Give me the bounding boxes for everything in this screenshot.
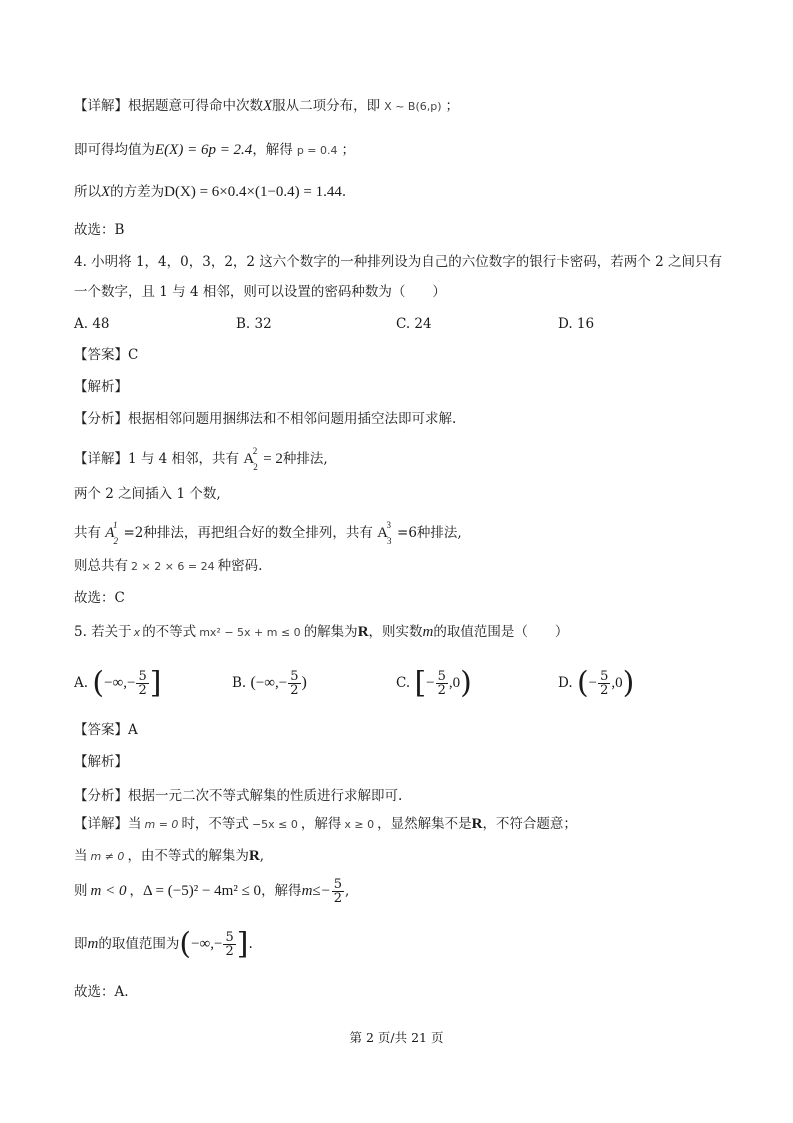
- denominator: 2: [290, 683, 299, 698]
- comma: ,: [345, 883, 350, 899]
- choose-b: 故选：B: [74, 222, 125, 238]
- q5-stem: [74, 622, 568, 643]
- var-x: X: [263, 98, 273, 114]
- denominator: 2: [225, 944, 234, 959]
- bracket: (: [179, 926, 192, 962]
- bracket: ]: [236, 926, 249, 962]
- text: 则: [74, 883, 88, 899]
- expectation-expr: E(X) = 6p = 2.4: [155, 142, 253, 158]
- text: ，解得: [300, 816, 342, 832]
- text: .: [341, 184, 347, 200]
- inequality: −5x ≤ 0: [251, 818, 298, 831]
- numerator: 5: [138, 669, 147, 684]
- detail-line-1: [74, 96, 459, 117]
- text: ，由不等式的解集为: [127, 848, 249, 864]
- var-x: x: [133, 626, 141, 639]
- arrangement-a21: $A_2^1$: [105, 520, 118, 546]
- numerator: 5: [437, 669, 446, 684]
- denominator: 2: [138, 683, 147, 698]
- choose-c: 故选：C: [74, 590, 125, 606]
- text: ，解得: [252, 142, 293, 158]
- q4-fenxi: 【分析】根据相邻问题用捆绑法和不相邻问题用插空法即可求解.: [74, 411, 457, 427]
- text: 时，不等式: [181, 816, 249, 832]
- q4-detail-4: [74, 556, 262, 577]
- text: 【详解】当: [74, 816, 142, 832]
- interval-end: ,0: [611, 675, 623, 691]
- option-label: C.: [396, 675, 411, 691]
- binomial-expr: X ~ B(6,p): [384, 100, 442, 113]
- option-label: D.: [558, 675, 573, 691]
- inequality: mx² − 5x + m ≤ 0: [199, 626, 301, 639]
- text: 即: [74, 936, 88, 952]
- bracket: ): [622, 665, 635, 701]
- q4-line-2: 一个数字，且 1 与 4 相邻，则可以设置的密码种数为（ ）: [74, 284, 446, 300]
- numerator: 5: [600, 669, 609, 684]
- interval-text: −∞,−: [104, 675, 136, 691]
- denominator: 2: [600, 683, 609, 698]
- q5-option-b: [232, 666, 307, 700]
- var-m: m: [87, 936, 99, 952]
- text: 的不等式: [142, 624, 197, 640]
- text: ；: [341, 142, 355, 158]
- bracket: ): [460, 665, 472, 701]
- fraction: [136, 670, 148, 697]
- detail-line-3: [74, 182, 346, 202]
- var-x: X: [101, 184, 111, 200]
- q4-option-c: C. 24: [396, 316, 432, 332]
- text: ；: [445, 98, 460, 114]
- interval-end: ,0: [448, 675, 461, 691]
- text: 即可得均值为: [74, 142, 155, 158]
- q4-analysis-tag: 【解析】: [74, 379, 128, 395]
- set-r: R: [248, 848, 260, 864]
- option-label: B.: [232, 675, 247, 691]
- text: 种密码.: [217, 558, 263, 574]
- arrangement-a33: $A_3^3$: [377, 520, 392, 546]
- m-negative: m < 0: [90, 883, 127, 899]
- text: ,: [259, 848, 265, 864]
- q5-detail-1: [74, 814, 577, 835]
- minus: −: [426, 675, 435, 691]
- choose-a: 故选：A.: [74, 984, 129, 1000]
- fraction: [598, 670, 610, 697]
- m-nonzero: m ≠ 0: [90, 850, 125, 863]
- q5-detail-3: [74, 874, 349, 908]
- text: 【详解】根据题意可得命中次数: [74, 98, 263, 114]
- interval-text: −∞,−: [255, 675, 288, 691]
- q5-fenxi: 【分析】根据一元二次不等式解集的性质进行求解即可.: [74, 788, 403, 804]
- text: =6种排法,: [397, 525, 462, 541]
- denominator: 2: [437, 683, 446, 698]
- variance-expr: D(X) = 6×0.4×(1−0.4) = 1.44: [164, 184, 342, 200]
- minus: −: [588, 675, 598, 691]
- q5-option-c: [396, 666, 472, 700]
- p-solution: p = 0.4: [296, 144, 338, 157]
- fraction: [332, 878, 344, 905]
- text: =2种排法，再把组合好的数全排列，共有: [123, 525, 373, 541]
- text: 共有: [74, 525, 101, 541]
- text: 则总共有: [74, 558, 128, 574]
- interval-text: −∞,−: [191, 936, 223, 952]
- set-r: R: [357, 624, 369, 640]
- q4-detail-1: [74, 444, 328, 474]
- q4-option-a: A. 48: [74, 316, 110, 332]
- q5-analysis-tag: 【解析】: [74, 754, 128, 770]
- text: ，显然解集不是: [377, 816, 472, 832]
- fraction: [436, 670, 448, 697]
- q5-option-a: [74, 666, 161, 700]
- q5-option-d: [558, 666, 634, 700]
- page-footer: 第 2 页/共 21 页: [349, 1030, 444, 1045]
- q4-answer: 【答案】C: [74, 347, 139, 363]
- text: 服从二项分布，即: [272, 98, 381, 114]
- text: 种排法,: [282, 451, 328, 467]
- bracket: (: [92, 665, 105, 701]
- m-solution: m≤−: [301, 883, 331, 899]
- text: 5. 若关于: [74, 624, 132, 640]
- text: 所以: [74, 184, 101, 200]
- text: 的取值范围是（ ）: [433, 624, 569, 640]
- q4-detail-3: [74, 518, 462, 548]
- option-label: A.: [74, 675, 89, 691]
- fraction: [288, 670, 300, 697]
- bracket: (: [576, 665, 589, 701]
- discriminant: Δ = (−5)² − 4m² ≤ 0: [142, 883, 262, 899]
- arrangement-value: = 2: [263, 451, 283, 467]
- m-zero: m = 0: [144, 818, 179, 831]
- numerator: 5: [290, 669, 299, 684]
- bracket: ]: [149, 665, 162, 701]
- detail-line-2: [74, 140, 355, 161]
- arrangement-a22: $A_2^2$: [243, 446, 258, 472]
- period: .: [248, 936, 253, 952]
- denominator: 2: [333, 891, 343, 906]
- text: 的方差为: [110, 184, 165, 200]
- set-r: R: [471, 816, 483, 832]
- q5-detail-2: [74, 846, 264, 867]
- text: 的取值范围为: [98, 936, 180, 952]
- numerator: 5: [225, 930, 234, 945]
- bracket: ): [301, 674, 307, 691]
- fraction: [223, 931, 235, 958]
- bracket: (: [250, 674, 256, 691]
- total-expr: 2 × 2 × 6 = 24: [131, 560, 215, 573]
- text: 【详解】1 与 4 相邻，共有: [74, 451, 240, 467]
- var-m: m: [422, 624, 434, 640]
- x-solution: x ≥ 0: [344, 818, 375, 831]
- text: 的解集为: [303, 624, 358, 640]
- bracket: [: [414, 665, 427, 701]
- text: ，则实数: [368, 624, 423, 640]
- q4-option-b: B. 32: [236, 316, 272, 332]
- text: 当: [74, 848, 88, 864]
- text: ，不符合题意；: [482, 816, 577, 832]
- q5-detail-4: [74, 926, 253, 962]
- text: ，解得: [261, 883, 302, 899]
- numerator: 5: [333, 877, 343, 892]
- q4-option-d: D. 16: [558, 316, 595, 332]
- q4-detail-2: 两个 2 之间插入 1 个数,: [74, 486, 221, 502]
- text: ，: [129, 883, 143, 899]
- q4-line-1: 4. 小明将 1，4，0，3，2，2 这六个数字的一种排列设为自己的六位数字的银行卡密码，若两个 2 之间只有: [74, 254, 722, 270]
- q5-answer: 【答案】A: [74, 722, 138, 738]
